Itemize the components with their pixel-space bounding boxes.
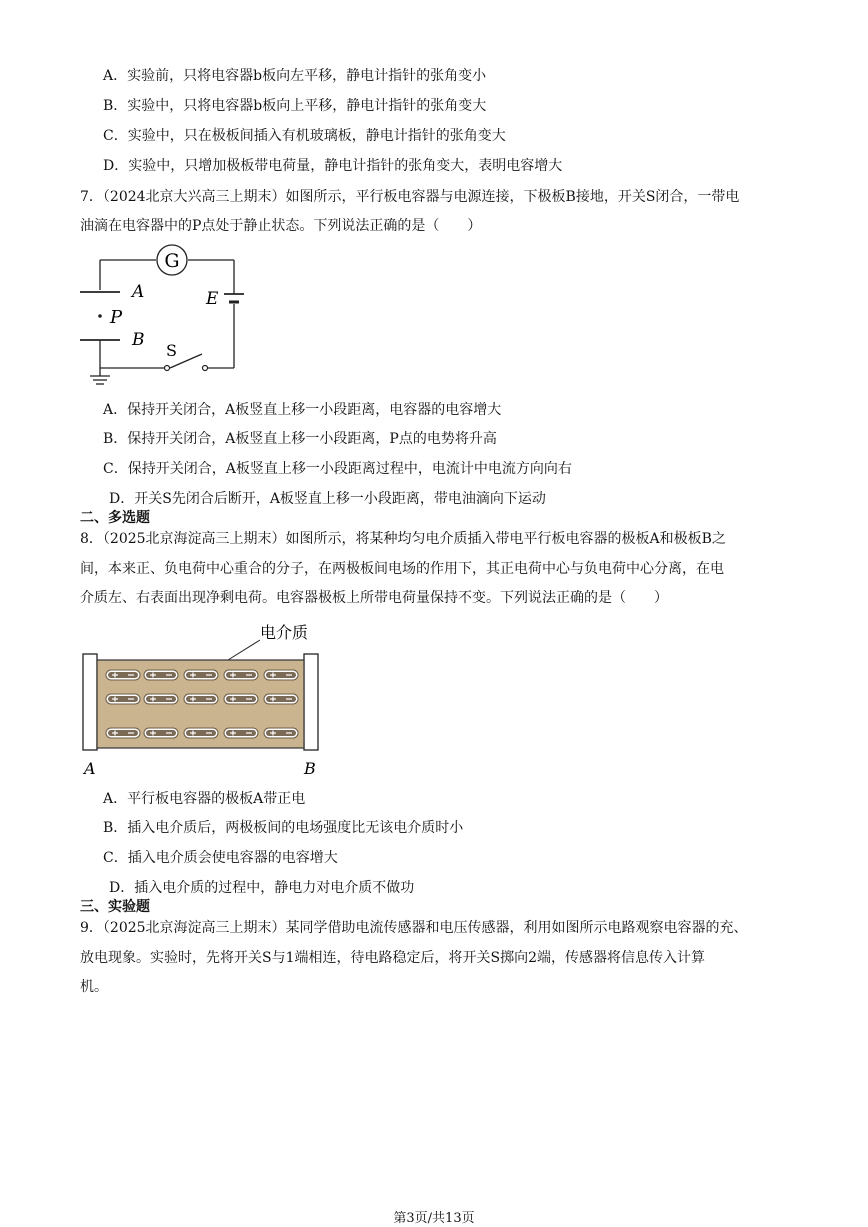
q6-option-b: B．实验中，只将电容器b板向上平移，静电计指针的张角变大 (103, 98, 487, 114)
q9-stem-line2: 放电现象。实验时，先将开关S与1端相连，待电路稳定后，将开关S掷向2端，传感器将信息传入计算 (80, 950, 705, 966)
q8-plate-b-label: B (304, 759, 316, 778)
q7-circuit-figure (76, 244, 256, 392)
dielectric-molecule (184, 694, 218, 704)
dielectric-molecule (144, 694, 178, 704)
q8-stem-line2: 间，本来正、负电荷中心重合的分子，在两极板间电场的作用下，其正电荷中心与负电荷中心分离，在电 (80, 561, 724, 577)
q6-option-c: C．实验中，只在极板间插入有机玻璃板，静电计指针的张角变大 (103, 128, 506, 144)
dielectric-molecule (264, 670, 298, 680)
q7-option-d: D．开关S先闭合后断开，A板竖直上移一小段距离，带电油滴向下运动 (109, 491, 546, 507)
dielectric-molecule (106, 728, 140, 738)
point-p-label: P (110, 307, 123, 328)
q9-stem-line1: 9．（2025北京海淀高三上期末）某同学借助电流传感器和电压传感器，利用如图所示电路观察电容器的充、 (80, 920, 748, 936)
q7-option-a: A．保持开关闭合，A板竖直上移一小段距离，电容器的电容增大 (103, 402, 502, 418)
q8-dielectric-figure (78, 618, 328, 778)
q8-stem-line1: 8．（2025北京海淀高三上期末）如图所示，将某种均匀电介质插入带电平行板电容器的极板A和极板B之 (80, 531, 726, 547)
q9-stem-line3: 机。 (80, 979, 108, 995)
dielectric-molecules (106, 670, 298, 738)
q6-option-d: D．实验中，只增加极板带电荷量，静电计指针的张角变大，表明电容增大 (103, 158, 563, 174)
dielectric-molecule (184, 728, 218, 738)
plate-a-label: A (132, 282, 145, 302)
section-title-multi-choice: 二、多选题 (80, 510, 150, 526)
dielectric-molecule (106, 670, 140, 680)
dielectric-molecule (144, 670, 178, 680)
q6-option-a: A．实验前，只将电容器b板向左平移，静电计指针的张角变小 (103, 68, 487, 84)
q8-option-b: B．插入电介质后，两极板间的电场强度比无该电介质时小 (103, 820, 464, 836)
q8-stem-line3: 介质左、右表面出现净剩电荷。电容器极板上所带电荷量保持不变。下列说法正确的是（ ） (80, 590, 668, 606)
galvanometer-label: G (164, 250, 180, 272)
q8-plate-a-label: A (84, 759, 96, 778)
q8-option-a: A．平行板电容器的极板A带正电 (103, 791, 306, 807)
dielectric-molecule (224, 694, 258, 704)
source-label: E (206, 289, 219, 309)
q8-option-d: D．插入电介质的过程中，静电力对电介质不做功 (109, 880, 415, 896)
dielectric-molecule (264, 694, 298, 704)
q8-option-c: C．插入电介质会使电容器的电容增大 (103, 850, 338, 866)
q7-option-c: C．保持开关闭合，A板竖直上移一小段距离过程中，电流计中电流方向向右 (103, 461, 572, 477)
plate-b-label: B (132, 330, 145, 350)
page-footer: 第3页/共13页 (393, 1211, 475, 1226)
q7-stem-line2: 油滴在电容器中的P点处于静止状态。下列说法正确的是（ ） (80, 218, 482, 234)
dielectric-molecule (144, 728, 178, 738)
dielectric-molecule (264, 728, 298, 738)
dielectric-molecule (184, 670, 218, 680)
switch-label: S (166, 341, 177, 360)
dielectric-molecule (224, 670, 258, 680)
dielectric-label: 电介质 (260, 623, 309, 642)
q7-option-b: B．保持开关闭合，A板竖直上移一小段距离，P点的电势将升高 (103, 431, 497, 447)
dielectric-molecule (224, 728, 258, 738)
q7-stem-line1: 7．（2024北京大兴高三上期末）如图所示，平行板电容器与电源连接，下极板B接地，开关S闭合，一带电 (80, 189, 740, 205)
section-title-experiment: 三、实验题 (80, 899, 150, 915)
dielectric-molecule (106, 694, 140, 704)
